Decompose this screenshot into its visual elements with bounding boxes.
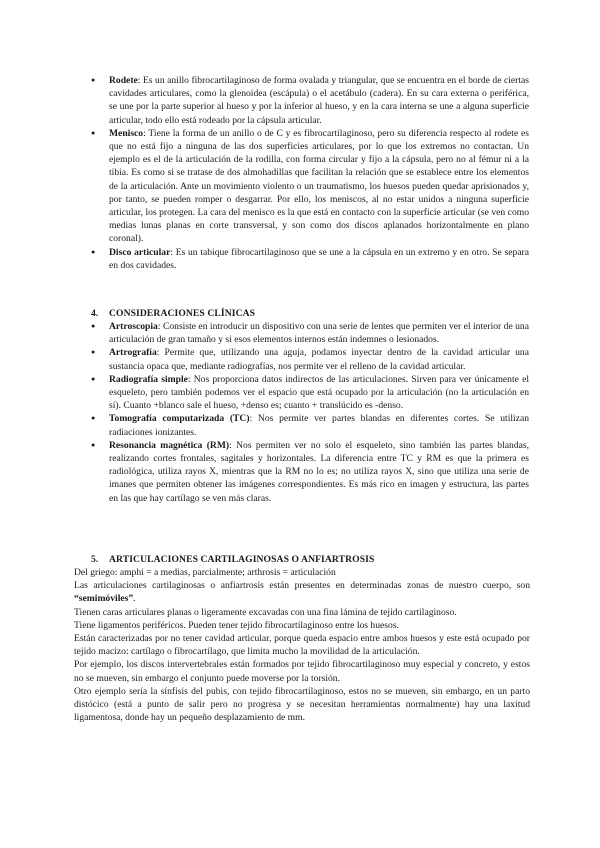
list-item (109, 346, 529, 372)
ligaments-paragraph: Tiene ligamentos periféricos. Pueden tener tejido fibrocartilaginoso entre los huesos. (74, 619, 399, 631)
list-item (109, 246, 529, 272)
term-disco-articular: Disco articular (109, 246, 171, 258)
intro-paragraph (74, 579, 530, 605)
definition-radiografia-simple: : Nos proporciona datos indirectos de las articulaciones. Sirven para ver únicamente el esqueleto, pero también podemos ver el espacio que está ocupado por la articulación (no la articulación en sí). Cuanto +blanco sale el hueso, +denso es; cuanto + translúcido es -denso. (109, 373, 529, 412)
articular-faces-paragraph: Tienen caras articulares planas o ligeramente excavadas con una fina lámina de tejido cartilaginoso. (74, 606, 457, 618)
definition-tomografia: : Nos permite ver partes blandas en diferentes cortes. Se utilizan radiaciones ionizantes. (109, 413, 530, 438)
definition-artrografia: : Permite que, utilizando una aguja, podamos inyectar dentro de la cavidad articular una sustancia opaca que, mediante radiografías, nos permite ver el relleno de la cavidad articular. (109, 347, 529, 372)
term-artrografia: Artrografía (109, 347, 157, 359)
intro-end: . (133, 593, 136, 605)
section-title: ARTICULACIONES CARTILAGINOSAS O ANFIARTROSIS (109, 554, 375, 565)
term-rodete: Rodete (109, 75, 138, 86)
list-item (109, 74, 529, 127)
list-item (109, 439, 529, 505)
section-title: CONSIDERACIONES CLÍNICAS (109, 308, 256, 319)
definition-menisco: : Tiene la forma de un anillo o de C y es fibrocartilaginoso, pero su diferencia respecto al rodete es que no está fijo a ninguna de las dos superficies articulares, por lo que los extremos no contactan. Un ejemplo es el de la articulación de la rodilla, con forma circular y fijo a la cápsula, pero no al fémur ni a la tibia. Es como si se tratase de dos almohadillas que facilitan la relación que se establece entre los elementos de la articulación. Ante un movimiento violento o un traumatismo, los huesos pueden quedar aprisionados y, por tanto, se pueden romper o desgarrar. Por ello, los meniscos, al no estar unidos a ninguna superficie articular, los protegen. La cara del menisco es la que está en contacto con la superficie articular (se ven como medias lunas planas en corte transversal, y son como dos discos aplanados horizontalmente en plano coronal). (109, 127, 529, 245)
list-item (109, 373, 529, 413)
list-item (109, 412, 529, 438)
intervertebral-discs-paragraph: Por ejemplo, los discos intervertebrales están formados por tejido fibrocartilaginoso muy especial y concreto, y estos no se mueven, sin embargo el conjunto puede moverse por la torsión. (74, 659, 530, 684)
section-number: 5. (91, 554, 99, 565)
list-item (109, 127, 529, 246)
semimoviles-term: “semimóviles” (74, 593, 134, 605)
term-tomografia: Tomografía computarizada (TC) (109, 413, 250, 425)
ligament-structures-list (109, 74, 529, 272)
definition-disco-articular: : Es un tabique fibrocartilaginoso que se une a la cápsula en un extremo y en otro. Se separa en dos cavidades. (109, 246, 529, 271)
term-menisco: Menisco (109, 127, 144, 139)
pubic-symphysis-paragraph: Otro ejemplo sería la sínfisis del pubis, con tejido fibrocartilaginoso, estos no se mueven, sin embargo, en un parto distócico (está a punto de salir pero no progresa y se necesitan herramientas normalmente) hay una laxitud ligamentosa, donde hay un pequeño desplazamiento de mm. (74, 685, 530, 724)
term-radiografia-simple: Radiografía simple (109, 373, 188, 385)
section-5-body (74, 566, 530, 724)
section-4-heading (91, 307, 531, 320)
term-resonancia: Resonancia magnética (RM) (109, 439, 230, 451)
section-number: 4. (91, 308, 99, 319)
greek-etymology: Del griego: amphi = a medias, parcialmente; arthrosis = articulación (74, 567, 336, 578)
definition-resonancia: : Nos permiten ver no solo el esqueleto, sino también las partes blandas, realizando cortes frontales, sagitales y horizontales. La diferencia entre TC y RM es que la primera es radiológica, utiliza rayos X, mientras que la RM no lo es; no utiliza rayos X, sino que utiliza una serie de imanes que permiten obtener las imágenes correspondientes. Es más rico en imagen y estructura, las partes en las que hay cartílago se ven más claras. (109, 439, 530, 504)
list-item (109, 320, 529, 346)
section-5-heading (91, 553, 531, 566)
definition-rodete: : Es un anillo fibrocartilaginoso de forma ovalada y triangular, que se encuentra en el borde de ciertas cavidades articulares, como la glenoidea (escápula) o el acetábulo (cadera). En su cara externa o periférica, se une por la parte superior al hueso y por la inferior al hueso, y en la cara interna se une a alguna superficie articular, todo ello está rodeado por la cápsula articular. (109, 75, 529, 126)
term-artroscopia: Artroscopia (109, 321, 158, 332)
characteristics-paragraph: Están caracterizadas por no tener cavidad articular, porque queda espacio entre ambos huesos y este está ocupado por tejido macizo: cartílago o fibrocartílago, que limita mucho la movilidad de la articulación. (74, 633, 530, 658)
intro-text: Las articulaciones cartilaginosas o anfiartrosis están presentes en determinadas zonas de nuestro cuerpo, son (74, 580, 530, 592)
definition-artroscopia: : Consiste en introducir un dispositivo con una serie de lentes que permiten ver el interior de una articulación de gran tamaño y si esos elementos internos están indemnes o lesionados. (109, 321, 529, 346)
clinical-considerations-list (109, 320, 529, 505)
